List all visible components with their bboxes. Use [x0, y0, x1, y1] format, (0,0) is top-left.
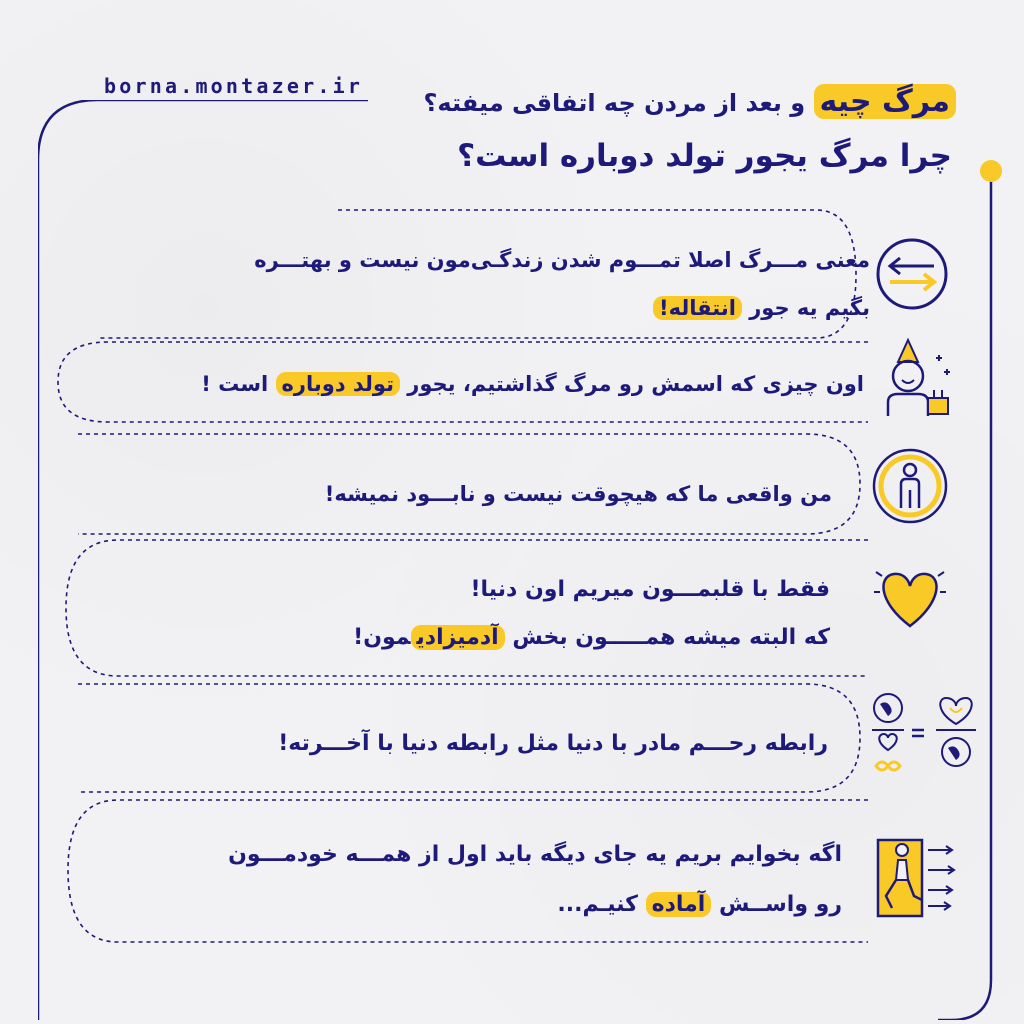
- list-item-6: [228, 830, 842, 930]
- title-rest: و بعد از مردن چه اتفاقی میفته؟: [423, 89, 814, 117]
- list-item-1: [254, 236, 870, 332]
- world-heart-ratio-icon: [866, 690, 982, 780]
- title-line-2: چرا مرگ یجور تولد دوباره است؟: [457, 138, 952, 174]
- title-highlight: مرگ چیه: [814, 84, 956, 119]
- item-4-line-2: که البته میشه همـــــون بخش آدمیزادیمون!: [353, 625, 830, 650]
- item-6-line-2: رو واســش آماده کنیـم...: [557, 892, 842, 917]
- item-2-line-1: اون چیزی که اسمش رو مرگ گذاشتیم، یجور تولد دوباره است !: [201, 372, 864, 396]
- exchange-arrows-icon: [872, 234, 952, 314]
- accent-dot: [980, 160, 1002, 182]
- title-line-1: [423, 84, 956, 119]
- list-item-4: [353, 566, 830, 662]
- item-6-line-1: اگه بخوایم بریم یه جای دیگه باید اول از همـــه خودمـــون: [228, 842, 842, 867]
- exit-running-person-icon: [874, 836, 958, 920]
- item-1-line-2: بگیم یه جور انتقاله!: [254, 284, 870, 332]
- site-url: borna.montazer.ir: [104, 74, 364, 98]
- list-item-2: [201, 364, 864, 404]
- birthday-person-icon: [876, 336, 952, 420]
- item-5-line-1: رابطه رحـــم مادر با دنیا مثل رابطه دنیا با آخـــرته!: [278, 731, 828, 756]
- person-aura-icon: [870, 446, 950, 526]
- list-item-5: [278, 724, 828, 764]
- item-1-line-1: معنی مـــرگ اصلا تمـــوم شدن زندگـی‌مون نیست و بهتـــره: [254, 248, 870, 272]
- list-item-3: [325, 474, 832, 514]
- item-4-line-1: فقط با قلبمـــون میریم اون دنیا!: [470, 577, 830, 602]
- heart-icon: [868, 562, 952, 634]
- item-3-line-1: من واقعی ما که هیچوقت نیست و نابـــود نمیشه!: [324, 482, 832, 506]
